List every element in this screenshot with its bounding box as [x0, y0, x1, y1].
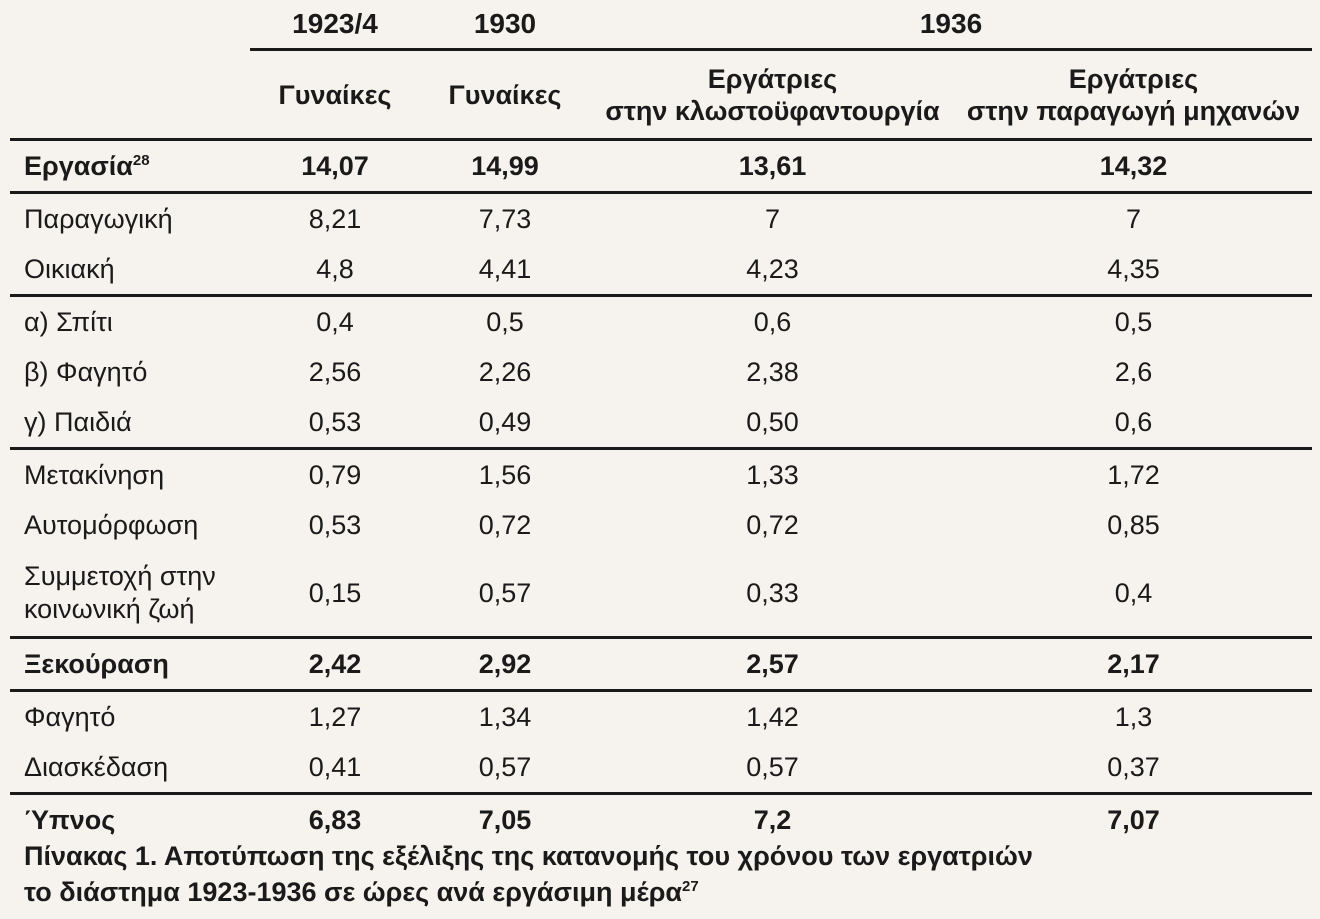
table-cell: 8,21	[308, 203, 362, 234]
table-cell: 0,72	[746, 509, 799, 540]
row-label: Παραγωγική	[24, 203, 173, 234]
table-cell: 7,07	[1107, 804, 1160, 835]
table-cell: 1,33	[746, 459, 799, 490]
row-label: α) Σπίτι	[24, 306, 113, 337]
table-cell: 7	[1125, 203, 1142, 234]
table-cell: 4,23	[590, 244, 955, 296]
row-label: Ύπνος	[24, 804, 116, 835]
row-label: Εργασία$^{28}$	[10, 140, 250, 193]
table-row	[10, 691, 1312, 743]
table-cell: 0,57	[420, 550, 590, 638]
table-cell: 0,53	[250, 397, 420, 449]
year-header-1923: 1923/4	[250, 0, 420, 50]
caption-line: το διάστημα 1923-1936 σε ώρες ανά εργάσιμη μέρα$^{27}$	[24, 877, 699, 907]
table-cell: 1,56	[478, 459, 532, 490]
table-cell: 2,26	[478, 356, 532, 387]
group-header-line: στην κλωστοϋφαντουργία	[605, 95, 940, 126]
table-cell: 14,32	[955, 140, 1312, 193]
table-cell: 2,42	[250, 638, 420, 691]
caption-line: Πίνακας 1. Αποτύπωση της εξέλιξης της κατανομής του χρόνου των εργατριών	[24, 841, 1033, 871]
table-row	[10, 347, 1312, 397]
table-cell: 0,15	[250, 550, 420, 638]
table-cell: 0,4	[316, 306, 354, 337]
group-header-line: Εργάτριες	[1068, 63, 1199, 94]
table-cell: 6,83	[308, 804, 362, 835]
footnote-marker: 28	[132, 151, 150, 169]
year-header-row	[10, 0, 1312, 50]
row-label: Ξεκούραση	[10, 638, 250, 691]
table-cell: 4,8	[250, 244, 420, 296]
table-cell: 13,61	[590, 140, 955, 193]
row-label: Συμμετοχή στην κοινωνική ζωή	[10, 550, 250, 638]
table-cell: 14,07	[250, 140, 420, 193]
group-header-line: Εργάτριες	[707, 63, 838, 94]
table-cell: 1,34	[478, 701, 532, 732]
table-row	[10, 500, 1312, 550]
table-row	[10, 296, 1312, 348]
table-cell: 1,42	[746, 701, 799, 732]
table-caption	[24, 838, 1224, 910]
header-blank-cell	[10, 50, 250, 140]
row-label: γ) Παιδιά	[10, 397, 250, 449]
table-row	[10, 140, 1312, 193]
table-cell: 4,35	[955, 244, 1312, 296]
table-cell: 0,5	[1114, 306, 1153, 337]
table-cell: 1,27	[308, 701, 362, 732]
table-cell: 1,3	[1114, 701, 1153, 732]
table-cell: 7,05	[478, 804, 532, 835]
group-header-machine-workers	[955, 50, 1312, 140]
table-cell: 7,73	[478, 203, 532, 234]
table-cell: 0,79	[308, 459, 362, 490]
footnote-marker: 27	[682, 878, 699, 895]
table-cell: 0,57	[420, 742, 590, 794]
year-header-1930: 1930	[420, 0, 590, 50]
table-row	[10, 742, 1312, 794]
time-allocation-table	[10, 0, 1312, 845]
table-cell: 2,56	[308, 356, 362, 387]
table-cell: 0,37	[955, 742, 1312, 794]
table-cell: 0,6	[753, 306, 792, 337]
row-label: Διασκέδαση	[10, 742, 250, 794]
table-cell: 4,41	[420, 244, 590, 296]
group-header-row	[10, 50, 1312, 140]
table-cell: 7	[764, 203, 781, 234]
table-cell: 0,53	[308, 509, 362, 540]
table-cell: 2,6	[1114, 356, 1153, 387]
table-row	[10, 638, 1312, 691]
row-label: Μετακίνηση	[24, 459, 165, 490]
group-header-line: στην παραγωγή μηχανών	[966, 95, 1301, 126]
table-row	[10, 449, 1312, 501]
table-cell: 14,99	[420, 140, 590, 193]
group-header-women-1923: Γυναίκες	[250, 50, 420, 140]
row-label: Αυτομόρφωση	[24, 509, 199, 540]
header-blank-cell	[10, 0, 250, 50]
group-header-textile-workers	[590, 50, 955, 140]
table-cell: 0,50	[590, 397, 955, 449]
table-cell: 0,72	[478, 509, 532, 540]
table-row	[10, 244, 1312, 296]
table-cell: 0,5	[486, 306, 524, 337]
table-cell: 2,17	[955, 638, 1312, 691]
row-label: Φαγητό	[24, 701, 116, 732]
table-cell: 0,49	[420, 397, 590, 449]
table-cell: 0,33	[590, 550, 955, 638]
table-cell: 2,38	[746, 356, 799, 387]
row-label: β) Φαγητό	[24, 356, 148, 387]
table-cell: 0,4	[955, 550, 1312, 638]
table-row	[10, 193, 1312, 245]
table-cell: 1,72	[1107, 459, 1160, 490]
table-cell: 0,6	[955, 397, 1312, 449]
group-header-women-1930: Γυναίκες	[420, 50, 590, 140]
table-cell: 0,85	[1107, 509, 1160, 540]
table-cell: 0,57	[590, 742, 955, 794]
row-label: Οικιακή	[10, 244, 250, 296]
table-row	[10, 397, 1312, 449]
table-cell: 7,2	[753, 804, 792, 835]
table-cell: 2,57	[590, 638, 955, 691]
table-row	[10, 550, 1312, 638]
document-page	[10, 0, 1312, 919]
table-cell: 2,92	[420, 638, 590, 691]
year-header-1936: 1936	[590, 0, 1312, 50]
table-cell: 0,41	[250, 742, 420, 794]
